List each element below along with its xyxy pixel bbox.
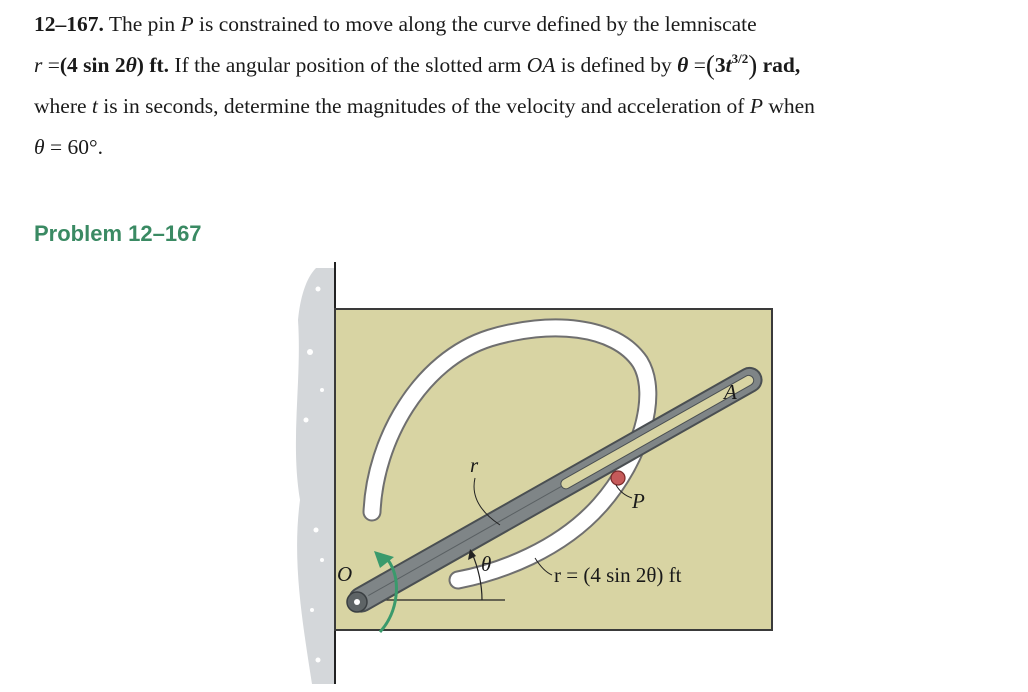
- pivot-pin: [354, 599, 360, 605]
- problem-statement: 12–167. The pin P is constrained to move along the curve defined by the lemniscate r =(4 sin 2θ) ft. If the angular position of the slotted arm OA is defined by $\theta =(3t^{3/2})$ rad, where t is in seconds, determine the magnitudes of the velocity and acceleration of P when θ = 60°.: [34, 12, 815, 159]
- wall: [296, 268, 335, 684]
- label-curve-equation: r = (4 sin 2θ) ft: [554, 563, 682, 587]
- label-o: O: [337, 562, 353, 586]
- label-p: P: [632, 489, 645, 513]
- label-a: A: [724, 380, 737, 404]
- label-theta: θ: [481, 552, 492, 576]
- problem-number: 12–167.: [34, 12, 104, 36]
- pin-p: [611, 471, 625, 485]
- label-r: r: [470, 453, 479, 477]
- figure-caption: Problem 12–167: [34, 221, 202, 246]
